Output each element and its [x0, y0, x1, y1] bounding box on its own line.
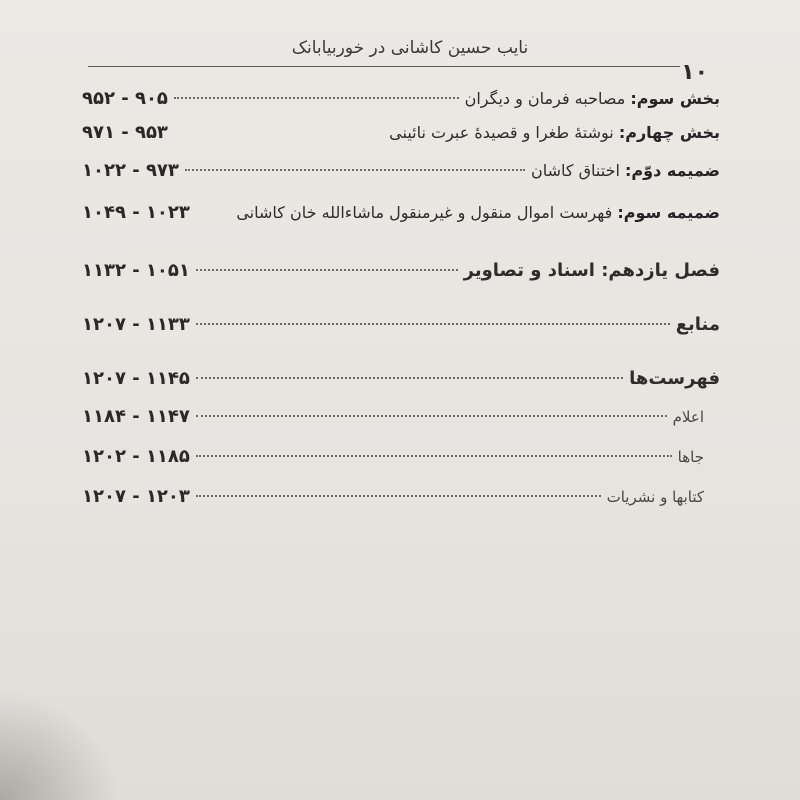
- page-shadow: [0, 690, 120, 800]
- toc-entry-label: ضمیمه دوّم:: [625, 161, 720, 180]
- dot-leader: [174, 97, 459, 99]
- toc-entry-title: فهرست‌ها: [629, 368, 720, 389]
- dot-leader: [196, 323, 670, 325]
- toc-entry-title: کتابها و نشریات: [606, 488, 704, 506]
- page-number: ۱۰: [681, 60, 708, 85]
- toc-entry-title: جاها: [677, 448, 704, 466]
- toc-entry-pages: ۱۲۰۷ - ۱۱۴۵: [82, 368, 190, 389]
- toc-entry-title: [236, 203, 720, 222]
- toc-subentry: [82, 446, 704, 476]
- toc-entry-pages: ۱۲۰۲ - ۱۱۸۵: [82, 446, 190, 467]
- toc-entry-pages: ۱۲۰۷ - ۱۱۳۳: [82, 314, 190, 335]
- toc-entry-title: فصل یازدهم: اسناد و تصاویر: [463, 260, 720, 281]
- dot-leader: [196, 495, 601, 497]
- toc-entry-text: نوشتهٔ طغرا و قصیدهٔ عبرت نائینی: [389, 123, 619, 142]
- toc-entry: [82, 122, 720, 152]
- toc-entry-pages: ۹۷۱ - ۹۵۳: [82, 122, 168, 143]
- toc-entry: [82, 160, 720, 190]
- toc-entry-label: ضمیمه سوم:: [617, 203, 720, 222]
- dot-leader: [196, 415, 667, 417]
- toc-entry: [82, 88, 720, 118]
- toc-entry-pages: ۱۰۲۲ - ۹۷۳: [82, 160, 179, 181]
- toc-entry-label: بخش چهارم:: [618, 123, 720, 142]
- toc-entry-pages: ۹۵۲ - ۹۰۵: [82, 88, 168, 109]
- toc-entry-title: اعلام: [672, 408, 704, 426]
- toc-entry-text: فهرست اموال منقول و غیرمنقول ماشاءالله خان کاشانی: [236, 203, 618, 222]
- toc-entry-chapter: [82, 260, 720, 290]
- toc-entry-sources: [82, 314, 720, 344]
- dot-leader: [196, 455, 672, 457]
- toc-entry-text: مصاحبه فرمان و دیگران: [464, 89, 631, 108]
- dot-leader: [185, 169, 525, 171]
- toc-entry-title: [389, 123, 720, 142]
- toc-entry-pages: ۱۱۸۴ - ۱۱۴۷: [82, 406, 190, 427]
- toc-entry-label: بخش سوم:: [630, 89, 720, 108]
- toc-entry: [82, 202, 720, 232]
- toc-entry-pages: ۱۰۴۹ - ۱۰۲۳: [82, 202, 190, 223]
- toc-entry-text: اختناق کاشان: [531, 161, 625, 180]
- toc-entry-title: [465, 89, 720, 108]
- toc-entry-title: [531, 161, 720, 180]
- dot-leader: [196, 269, 458, 271]
- toc-entry-indexes: [82, 368, 720, 398]
- toc-subentry: [82, 406, 704, 436]
- toc-entry-pages: ۱۲۰۷ - ۱۲۰۳: [82, 486, 190, 507]
- toc-entry-title: منابع: [675, 314, 720, 335]
- toc-entry-pages: ۱۱۳۲ - ۱۰۵۱: [82, 260, 190, 281]
- running-title: نایب حسین کاشانی در خوربیابانک: [291, 38, 529, 58]
- dot-leader: [196, 377, 623, 379]
- toc-subentry: [82, 486, 704, 516]
- header-rule: [88, 66, 680, 67]
